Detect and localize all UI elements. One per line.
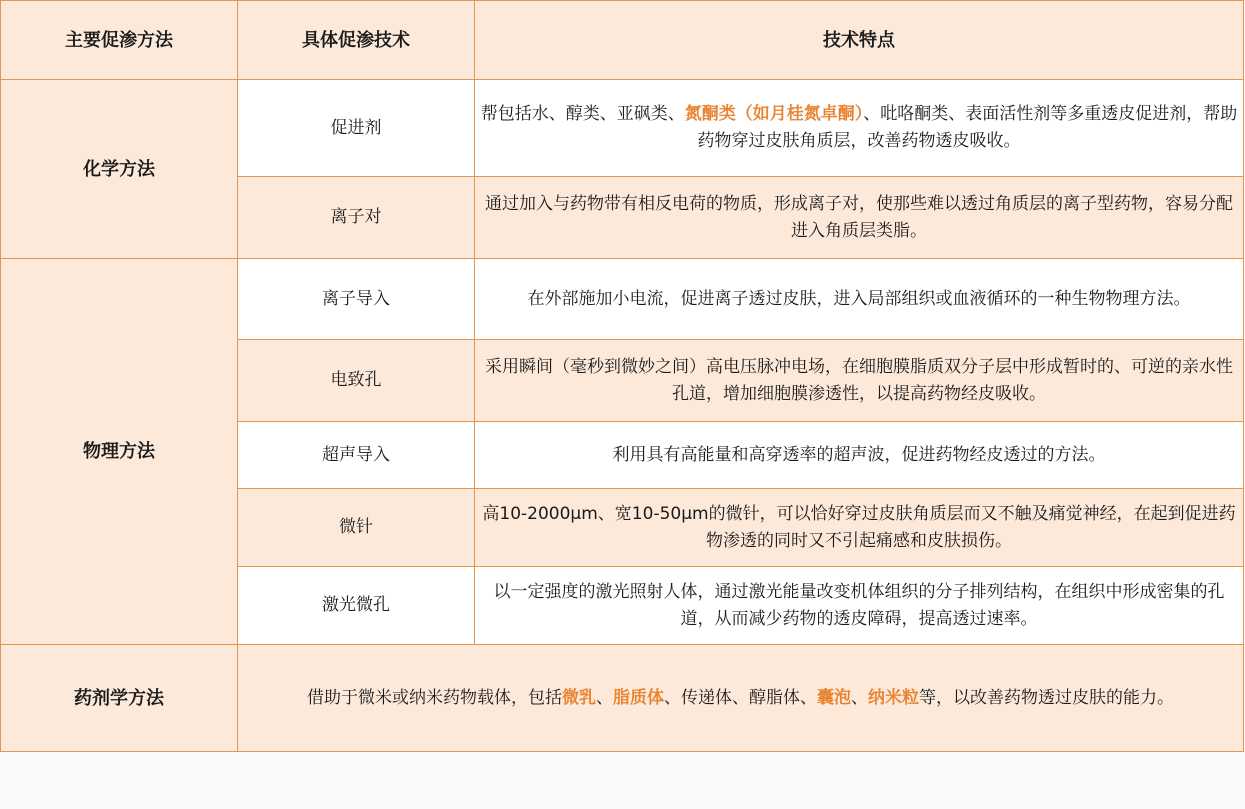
feature-cell: 利用具有高能量和高穿透率的超声波，促进药物经皮透过的方法。 <box>475 422 1244 489</box>
feature-cell: 帮包括水、醇类、亚砜类、氮酮类（如月桂氮卓酮）、吡咯酮类、表面活性剂等多重透皮促进剂，帮助药物穿过皮肤角质层，改善药物透皮吸收。 <box>475 80 1244 177</box>
feature-cell: 通过加入与药物带有相反电荷的物质，形成离子对，使那些难以透过角质层的离子型药物，容易分配进入角质层类脂。 <box>475 177 1244 259</box>
technique-cell: 超声导入 <box>238 422 475 489</box>
method-chemical: 化学方法 <box>1 80 238 259</box>
header-features: 技术特点 <box>475 1 1244 80</box>
pharma-feature-cell: 借助于微米或纳米药物载体，包括微乳、脂质体、传递体、醇脂体、囊泡、纳米粒等，以改善药物透过皮肤的能力。 <box>238 645 1244 752</box>
technique-cell: 离子导入 <box>238 259 475 340</box>
technique-cell: 激光微孔 <box>238 567 475 645</box>
technique-cell: 电致孔 <box>238 340 475 422</box>
technique-cell: 微针 <box>238 489 475 567</box>
header-row <box>1 1 1244 80</box>
method-pharma: 药剂学方法 <box>1 645 238 752</box>
method-physical: 物理方法 <box>1 259 238 645</box>
feature-cell: 在外部施加小电流，促进离子透过皮肤，进入局部组织或血液循环的一种生物物理方法。 <box>475 259 1244 340</box>
highlight-text: 囊泡 <box>817 687 851 708</box>
table-row <box>1 80 1244 177</box>
technique-cell: 离子对 <box>238 177 475 259</box>
table-row <box>1 645 1244 752</box>
feature-cell: 高10-2000μm、宽10-50μm的微针，可以恰好穿过皮肤角质层而又不触及痛觉神经，在起到促进药物渗透的同时又不引起痛感和皮肤损伤。 <box>475 489 1244 567</box>
highlight-text: 纳米粒 <box>868 687 919 708</box>
header-main-method: 主要促渗方法 <box>1 1 238 80</box>
header-technique: 具体促渗技术 <box>238 1 475 80</box>
feature-cell: 以一定强度的激光照射人体，通过激光能量改变机体组织的分子排列结构，在组织中形成密集的孔道，从而减少药物的透皮障碍，提高透过速率。 <box>475 567 1244 645</box>
highlight-text: 氮酮类（如月桂氮卓酮） <box>684 104 864 124</box>
table-row <box>1 259 1244 340</box>
highlight-text: 脂质体 <box>613 687 664 708</box>
feature-cell: 采用瞬间（毫秒到微妙之间）高电压脉冲电场，在细胞膜脂质双分子层中形成暂时的、可逆的亲水性孔道，增加细胞膜渗透性，以提高药物经皮吸收。 <box>475 340 1244 422</box>
technique-cell: 促进剂 <box>238 80 475 177</box>
highlight-text: 微乳 <box>562 687 596 708</box>
